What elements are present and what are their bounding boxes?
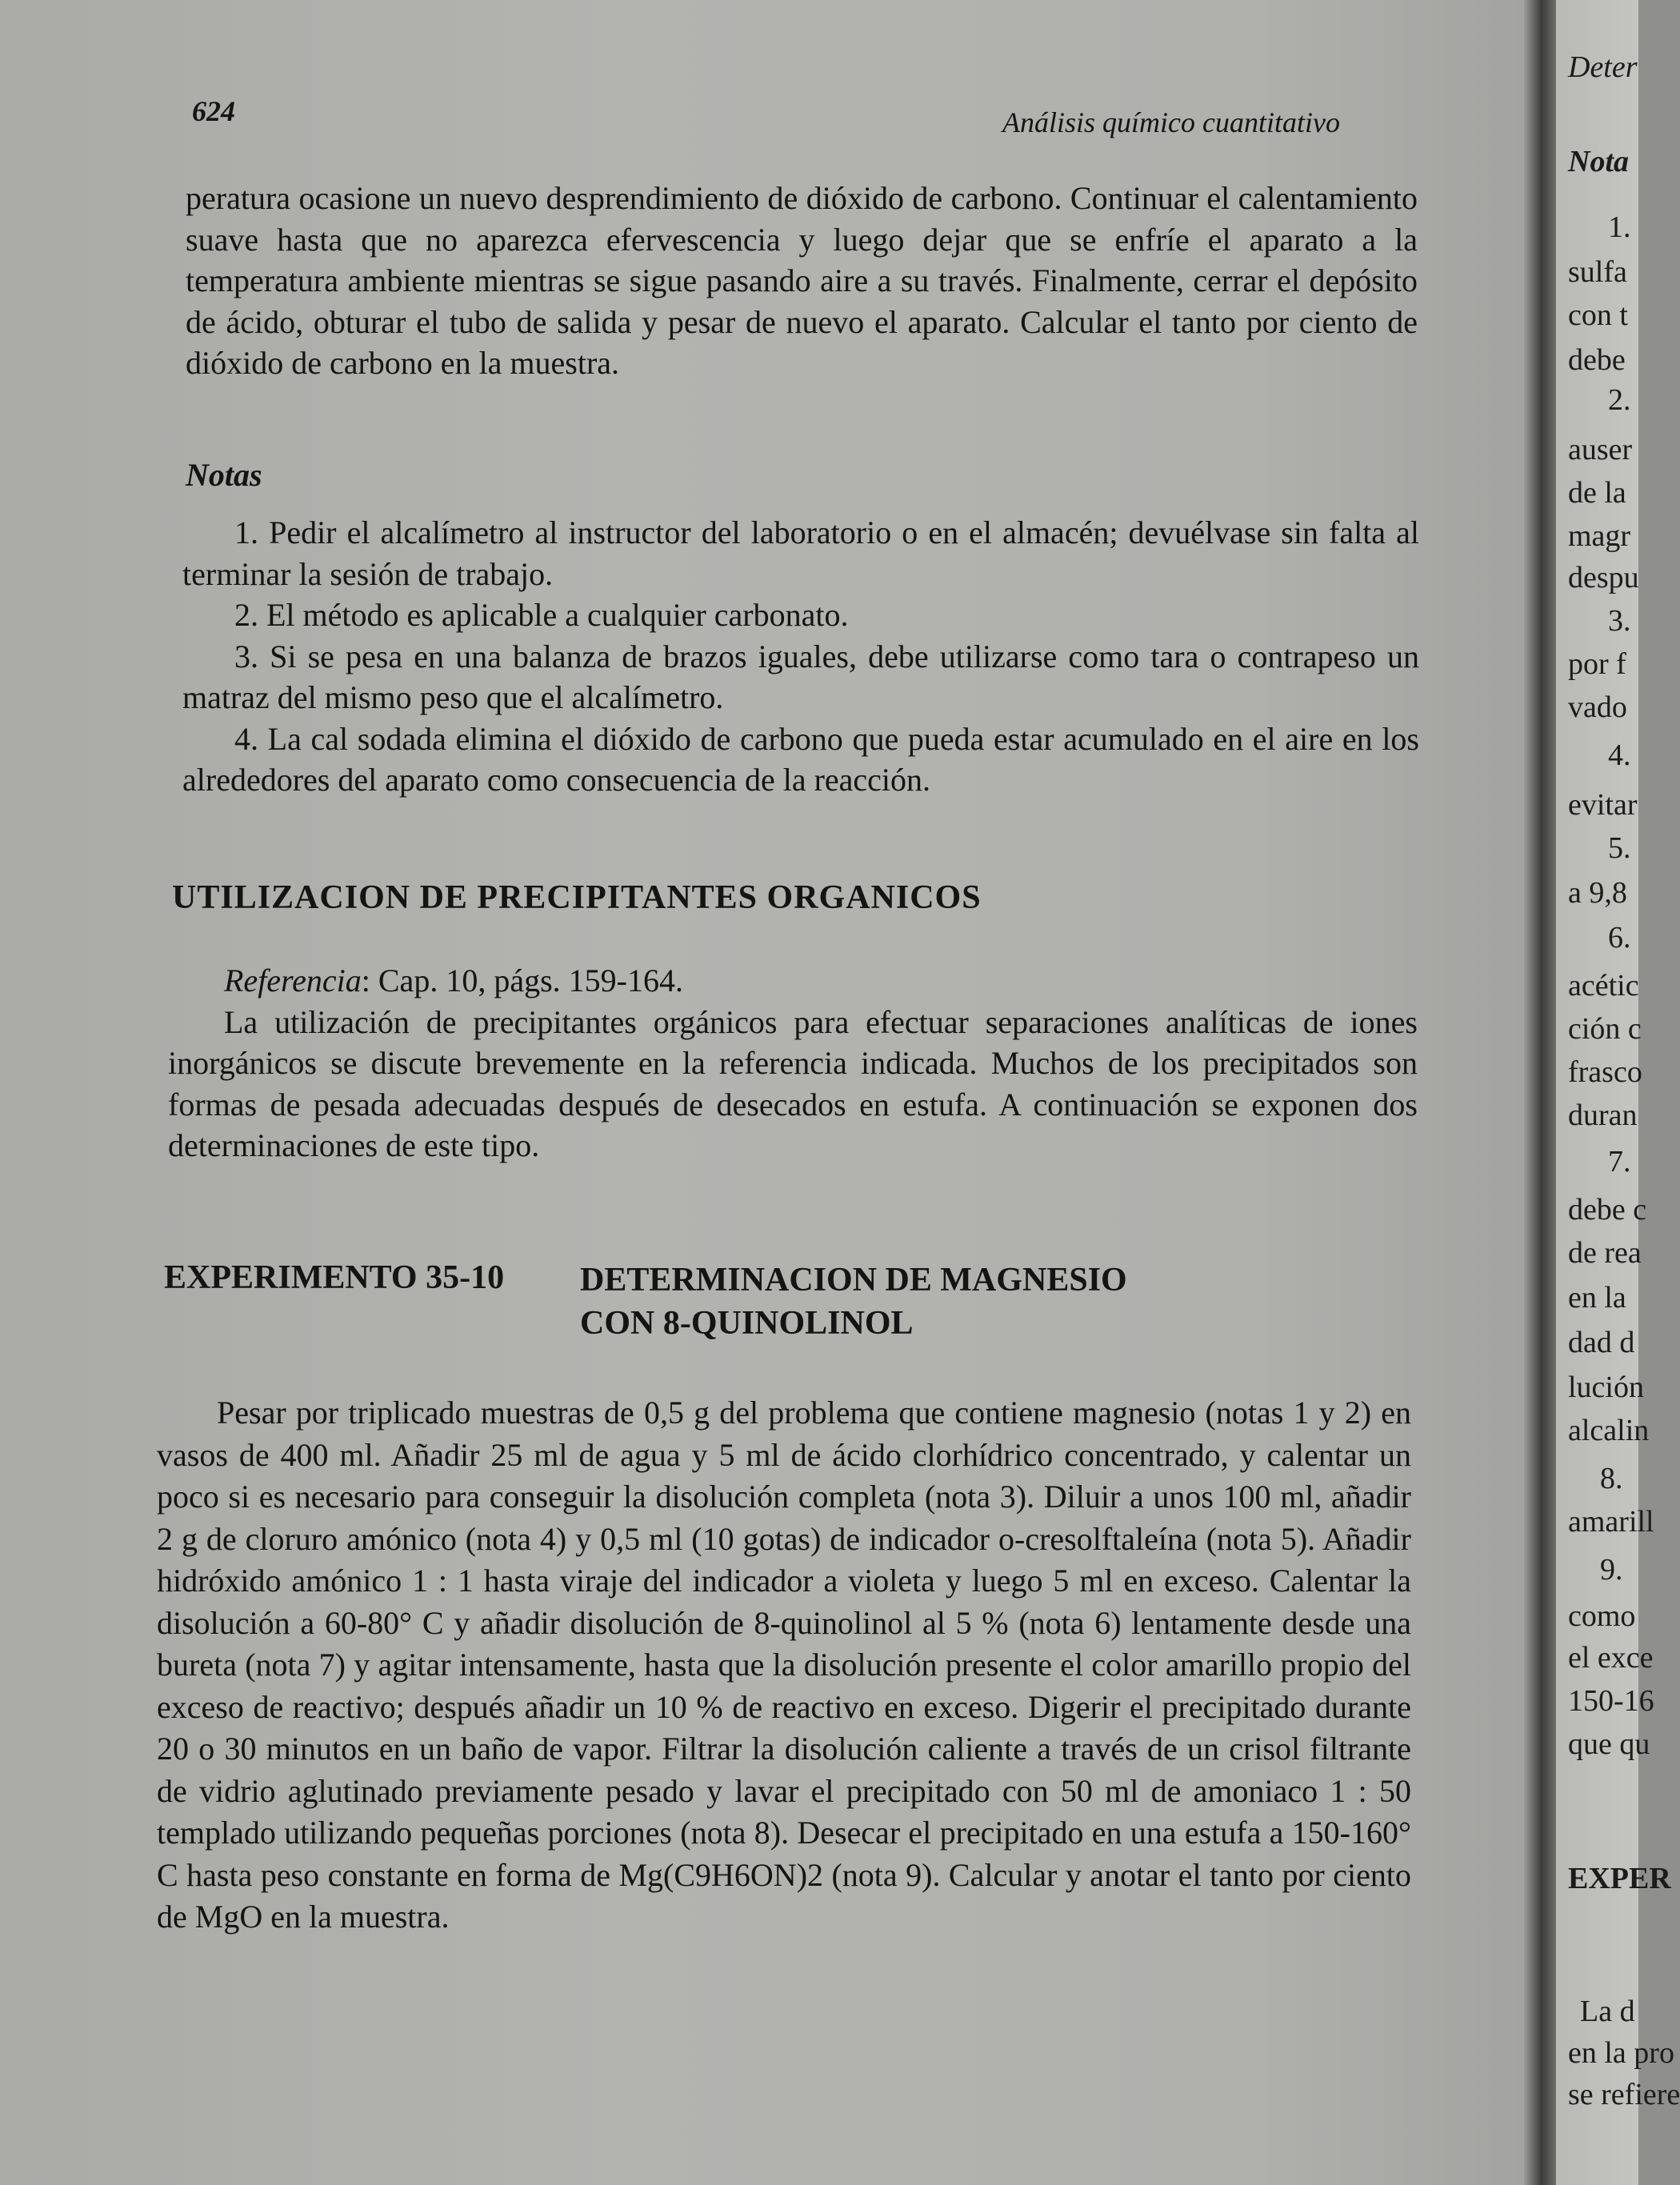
facing-fragment: magr	[1568, 519, 1631, 553]
facing-fragment: 1.	[1608, 210, 1631, 244]
facing-fragment: 5.	[1608, 831, 1631, 865]
facing-fragment: amarill	[1568, 1505, 1654, 1539]
facing-fragment: debe	[1568, 343, 1626, 377]
facing-fragment: 2.	[1608, 383, 1631, 417]
facing-fragment: como	[1568, 1599, 1636, 1633]
notes-heading: Notas	[186, 457, 262, 493]
facing-fragment: de la	[1568, 476, 1626, 510]
facing-fragment: en la	[1568, 1281, 1626, 1315]
facing-fragment: evitar	[1568, 788, 1638, 822]
experiment-paragraph: Pesar por triplicado muestras de 0,5 g del problema que contiene magnesio (notas 1 y 2) en vasos de 400 ml. Añadir 25 ml de agua y 5 ml de ácido clorhídrico concentrado, y calentar un poco si es necesario para conseguir la disolución completa (nota 3). Diluir a unos 100 ml, añadir 2 g de cloruro amónico (nota 4) y 0,5 ml (10 gotas) de indicador o-cresolftaleína (nota 5). Añadir hidróxido amónico 1 : 1 hasta viraje del indicador a violeta y luego 5 ml en exceso. Calentar la disolución a 60-80° C y añadir disolución de 8-quinolinol al 5 % (nota 6) lentamente desde una bureta (nota 7) y agitar intensamente, hasta que la disolución presente el color amarillo propio del exceso de reactivo; después añadir un 10 % de reactivo en exceso. Digerir el precipitado durante 20 o 30 minutos en un baño de vapor. Filtrar la disolución caliente a través de un crisol filtrante de vidrio aglutinado previamente pesado y lavar el precipitado con 50 ml de amoniaco 1 : 50 templado utilizando pequeñas porciones (nota 8). Desecar el precipitado en una estufa a 150-160° C hasta peso constante en forma de Mg(C9H6ON)2 (nota 9). Calcular y anotar el tanto por ciento de MgO en la muestra.	[157, 1395, 1411, 1935]
facing-fragment: vado	[1568, 690, 1627, 724]
facing-fragment: Deter	[1568, 50, 1638, 84]
facing-fragment: La d	[1580, 1995, 1635, 2028]
facing-fragment: 6.	[1608, 921, 1631, 954]
note-item-1: 1. Pedir el alcalímetro al instructor del laboratorio o en el almacén; devuélvase sin falta al terminar la sesión de trabajo.	[182, 514, 1419, 592]
facing-fragment: 8.	[1600, 1462, 1623, 1495]
facing-fragment: acétic	[1568, 969, 1639, 1002]
experiment-title	[580, 1259, 1127, 1345]
note-item-2: 2. El método es aplicable a cualquier carbonato.	[234, 597, 849, 633]
notes-list	[182, 512, 1419, 801]
experiment-number: EXPERIMENTO 35-10	[164, 1259, 505, 1296]
experiment-title-line-1: DETERMINACION DE MAGNESIO	[580, 1262, 1127, 1299]
reference-line	[168, 960, 1418, 1002]
facing-fragment: 7.	[1608, 1145, 1631, 1179]
reference-text: : Cap. 10, págs. 159-164.	[361, 962, 683, 998]
facing-fragment: a 9,8	[1568, 876, 1627, 910]
section-paragraph: La utilización de precipitantes orgánicos para efectuar separaciones analíticas de iones inorgánicos se discute brevemente en la referencia indicada. Muchos de los precipitados son formas de pesada adecuadas después de desecados en estufa. A continuación se exponen dos determinaciones de este tipo.	[168, 1003, 1418, 1163]
facing-fragment: ción c	[1568, 1012, 1642, 1046]
experiment-title-line-2: CON 8-QUINOLINOL	[580, 1305, 914, 1342]
facing-fragment: auser	[1568, 433, 1633, 466]
running-head: Análisis químico cuantitativo	[1002, 106, 1340, 138]
facing-fragment: de rea	[1568, 1236, 1642, 1270]
page-number: 624	[192, 95, 235, 127]
facing-fragment: Nota	[1568, 145, 1629, 178]
experiment-procedure	[157, 1392, 1411, 1939]
facing-fragment: debe c	[1568, 1193, 1647, 1227]
note-item-3: 3. Si se pesa en una balanza de brazos iguales, debe utilizarse como tara o contrapeso un matraz del mismo peso que el alcalímetro.	[182, 638, 1419, 715]
reference-label: Referencia	[224, 962, 362, 998]
facing-fragment: 150-16	[1568, 1684, 1654, 1718]
facing-fragment: con t	[1568, 298, 1628, 332]
facing-fragment: 4.	[1608, 738, 1631, 772]
facing-fragment: alcalin	[1568, 1414, 1650, 1447]
paragraph-text: peratura ocasione un nuevo desprendimiento de dióxido de carbono. Continuar el calentamiento suave hasta que no aparezca efervescencia y luego dejar que se enfríe el aparato a la temperatura ambiente mientras se sigue pasando aire a su través. Finalmente, cerrar el depósito de ácido, obturar el tubo de salida y pesar de nuevo el aparato. Calcular el tanto por ciento de dióxido de carbono en la muestra.	[186, 180, 1418, 381]
facing-fragment: se refiere	[1568, 2078, 1680, 2111]
facing-fragment: duran	[1568, 1099, 1638, 1132]
facing-fragment: por f	[1568, 647, 1626, 681]
facing-fragment: lución	[1568, 1371, 1644, 1404]
facing-fragment: sulfa	[1568, 255, 1627, 289]
note-item-4: 4. La cal sodada elimina el dióxido de carbono que pueda estar acumulado en el aire en los alrededores del aparato como consecuencia de la reacción.	[182, 720, 1419, 798]
facing-fragment: 3.	[1608, 604, 1631, 638]
facing-fragment: dad d	[1568, 1326, 1635, 1359]
continuation-paragraph	[186, 178, 1418, 384]
section-heading: UTILIZACION DE PRECIPITANTES ORGANICOS	[172, 879, 982, 916]
facing-fragment: 9.	[1600, 1553, 1623, 1587]
book-gutter	[1524, 0, 1556, 2185]
facing-fragment: EXPER	[1568, 1862, 1671, 1895]
facing-fragment: que qu	[1568, 1727, 1650, 1761]
facing-fragment: frasco	[1568, 1055, 1642, 1089]
section-body	[168, 960, 1418, 1167]
facing-fragment: en la pro	[1568, 2036, 1674, 2070]
facing-fragment: el exce	[1568, 1641, 1654, 1675]
facing-fragment: despu	[1568, 561, 1639, 594]
